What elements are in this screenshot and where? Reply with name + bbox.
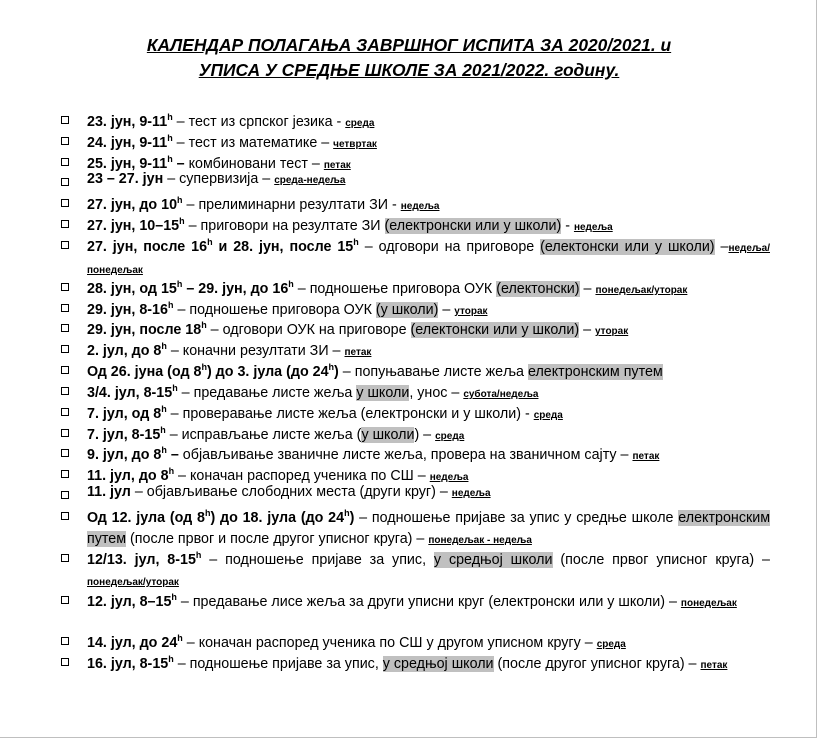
item-description: – [714,238,729,255]
weekday-label: среда [345,117,375,129]
weekday-label: петак [323,159,351,171]
hour-superscript: h [177,633,183,643]
schedule-item [0,482,818,504]
highlighted-text: електронским путем [527,363,663,380]
item-description: - [561,217,574,234]
weekday-label: петак [700,659,728,671]
weekday-label: понедељак [680,597,737,609]
weekday-label: недеља [429,471,469,483]
date-text: 11. јул, до 8 [87,467,169,484]
weekday-label: недеља [451,488,491,499]
hour-superscript: h [207,237,213,247]
item-description: (после првог уписног круга) – [552,551,770,568]
date-text: 14. јул, до 24 [87,634,178,651]
date-dash: – [172,155,185,172]
bullet-square-icon [61,596,69,604]
weekday-label: уторак [454,305,488,317]
weekday-label: четвртак [333,138,377,150]
item-description: – исправљање листе жеља ( [165,426,362,443]
item-date [87,510,354,526]
item-text [87,503,770,551]
date-text: 29. јун, после 18 [87,321,202,338]
date-text: и 28. јун, после 15 [212,238,354,255]
weekday-label: понедељак - недеља [428,534,532,546]
item-date [87,239,359,255]
weekday-label: понедељак/уторак [87,576,179,588]
item-description: – подношење приговора ОУК [173,301,376,318]
bullet-square-icon [61,449,69,457]
hour-superscript: h [179,216,185,226]
hour-superscript: h [161,445,167,455]
item-description: (после првог и после другог уписног круга) – [126,530,429,547]
bullet-square-icon [61,387,69,395]
highlighted-text: у средњој школи [382,655,494,672]
date-text: 28. јун, од 15 [87,280,177,297]
item-description: – [438,301,455,318]
schedule-item [0,649,818,676]
date-text: 27. јун, после 16 [87,238,208,255]
bullet-square-icon [61,324,69,332]
item-text [87,545,770,593]
schedule-item [0,503,818,551]
item-description: – подношење пријаве за упис, [201,551,434,568]
item-description: – [579,321,595,338]
schedule-item [0,169,818,191]
weekday-label: среда [533,409,563,421]
bullet-square-icon [61,470,69,478]
item-description: – попуњавање листе жеља [338,363,528,380]
weekday-label: уторак [595,325,629,337]
date-text: ) до 3. јула (до 24 [206,363,329,380]
hour-superscript: h [328,362,335,372]
highlighted-text: (у школи) [375,301,439,318]
highlighted-text: (електонски) [496,280,580,297]
hour-superscript: h [353,237,359,247]
highlighted-text: (електонски или у школи) [410,321,580,338]
bullet-square-icon [61,491,69,499]
date-text: Од 26. јуна (од 8 [87,363,202,380]
hour-superscript: h [195,550,202,560]
hour-superscript: h [201,320,207,330]
date-text: 12. јул, 8–15 [87,593,172,610]
document-title-line-2: УПИСА У СРЕДЊЕ ШКОЛЕ ЗА 2021/2022. годину. [198,60,620,80]
date-text: 27. јун, до 10 [87,196,178,213]
date-text: 3/4. јул, 8-15 [87,384,173,401]
date-text: ) до 18. јула (до 24 [210,509,345,526]
weekday-label: среда [435,430,465,442]
date-text: 27. јун, 10–15 [87,217,180,234]
schedule-item [0,545,818,593]
date-text: 12/13. јул, 8-15 [87,551,196,568]
weekday-label: недеља [573,221,613,233]
hour-superscript: h [167,154,173,164]
bullet-square-icon [61,554,69,562]
bullet-square-icon [61,137,69,145]
weekday-label: петак [344,346,372,358]
hour-superscript: h [167,300,174,310]
hour-superscript: h [168,654,174,664]
item-date [87,171,163,187]
item-description: – прелиминарни резултати ЗИ - [182,196,401,213]
item-date [87,594,177,610]
hour-superscript: h [168,466,175,476]
bullet-square-icon [61,366,69,374]
weekday-label: недеља/понедељак [87,242,770,276]
date-text: 16. јул, 8-15 [87,655,169,672]
item-description: – приговори на резултате ЗИ [184,217,385,234]
item-description: (после другог уписног круга) – [493,655,701,672]
item-description: – коначни резултати ЗИ – [166,342,345,359]
hour-superscript: h [161,341,167,351]
schedule-item [0,587,818,614]
hour-superscript: h [204,508,211,518]
date-text: 23. јун, 9-11 [87,113,168,130]
item-description: – коначан распоред ученика по СШ – [174,467,430,484]
highlighted-text: у средњој школи [433,551,553,568]
date-text: ) [349,509,355,526]
item-description: ) – [414,426,436,443]
hour-superscript: h [288,279,294,289]
bullet-square-icon [61,116,69,124]
hour-superscript: h [161,404,167,414]
bullet-square-icon [61,158,69,166]
item-description: – предавање лисе жеља за други уписни круг (електронски или у школи) – [176,593,681,610]
highlighted-text: електронским путем [87,509,771,547]
item-description: – предавање листе жеља [177,384,357,401]
hour-superscript: h [201,362,207,372]
date-text: 7. јул, 8-15 [87,426,161,443]
hour-superscript: h [167,112,173,122]
bullet-square-icon [61,637,69,645]
hour-superscript: h [177,195,183,205]
item-description: – објављивање слободних места (други круг) – [130,484,452,500]
item-description: – [579,280,596,297]
date-text: – 29. јун, до 16 [182,280,289,297]
bullet-square-icon [61,304,69,312]
item-description: – супервизија – [163,171,275,187]
item-description: – подношење приговора ОУК [293,280,497,297]
item-date [87,484,131,500]
highlighted-text: у школи [356,384,410,401]
date-dash: – [166,446,179,463]
date-text: 29. јун, 8-16 [87,301,168,318]
hour-superscript: h [176,279,183,289]
date-text: 23 – 27. јун [87,171,164,187]
weekday-label: среда [596,638,626,650]
item-date [87,552,201,568]
item-description: – подношење пријаве за упис, [173,655,383,672]
highlighted-text: (електронски или у школи) [384,217,562,234]
date-text: 11. јул [87,484,131,500]
item-text [87,482,770,504]
date-text: Од 12. јула (од 8 [87,509,205,526]
item-date [87,656,174,672]
bullet-square-icon [61,178,69,186]
weekday-label: недеља [400,200,440,212]
date-text: 7. јул, од 8 [87,405,162,422]
bullet-square-icon [61,241,69,249]
bullet-square-icon [61,345,69,353]
highlighted-text: (електонски или у школи) [540,238,715,255]
hour-superscript: h [171,592,177,602]
document-title-line-1: КАЛЕНДАР ПОЛАГАЊА ЗАВРШНОГ ИСПИТА ЗА 2020/2021. и [146,35,672,55]
weekday-label: среда-недеља [274,175,346,186]
item-description: – коначан распоред ученика по СШ у другом уписном кругу – [182,634,597,651]
item-text [87,587,770,614]
highlighted-text: у школи [361,426,415,443]
bullet-square-icon [61,658,69,666]
bullet-square-icon [61,220,69,228]
date-text: ) [334,363,339,380]
item-description: комбиновани тест – [184,155,324,172]
date-text: 9. јул, до 8 [87,446,162,463]
date-text: 2. јул, до 8 [87,342,162,359]
item-description: – одговори ОУК на приговоре [206,321,411,338]
item-description: – тест из српског језика - [172,113,346,130]
date-text: 25. јун, 9-11 [87,155,168,172]
hour-superscript: h [344,508,350,518]
item-description: објављивање званичне листе жеља, провера на званичном сајту – [178,446,633,463]
bullet-square-icon [61,429,69,437]
item-text [87,169,770,191]
date-text: 24. јун, 9-11 [87,134,168,151]
weekday-label: понедељак/уторак [595,284,688,296]
weekday-label: субота/недеља [463,388,539,400]
hour-superscript: h [160,425,166,435]
item-description: – проверавање листе жеља (електронски и у школи) - [166,405,534,422]
weekday-label: петак [632,450,660,462]
item-text [87,649,770,676]
item-description: , унос – [409,384,464,401]
item-description: – тест из математике – [172,134,334,151]
bullet-square-icon [61,283,69,291]
item-description: – подношење пријаве за упис у средње школе [354,509,679,526]
hour-superscript: h [167,133,173,143]
bullet-square-icon [61,199,69,207]
item-description: – одговори на приговоре [358,238,541,255]
bullet-square-icon [61,512,69,520]
bullet-square-icon [61,408,69,416]
hour-superscript: h [172,383,178,393]
